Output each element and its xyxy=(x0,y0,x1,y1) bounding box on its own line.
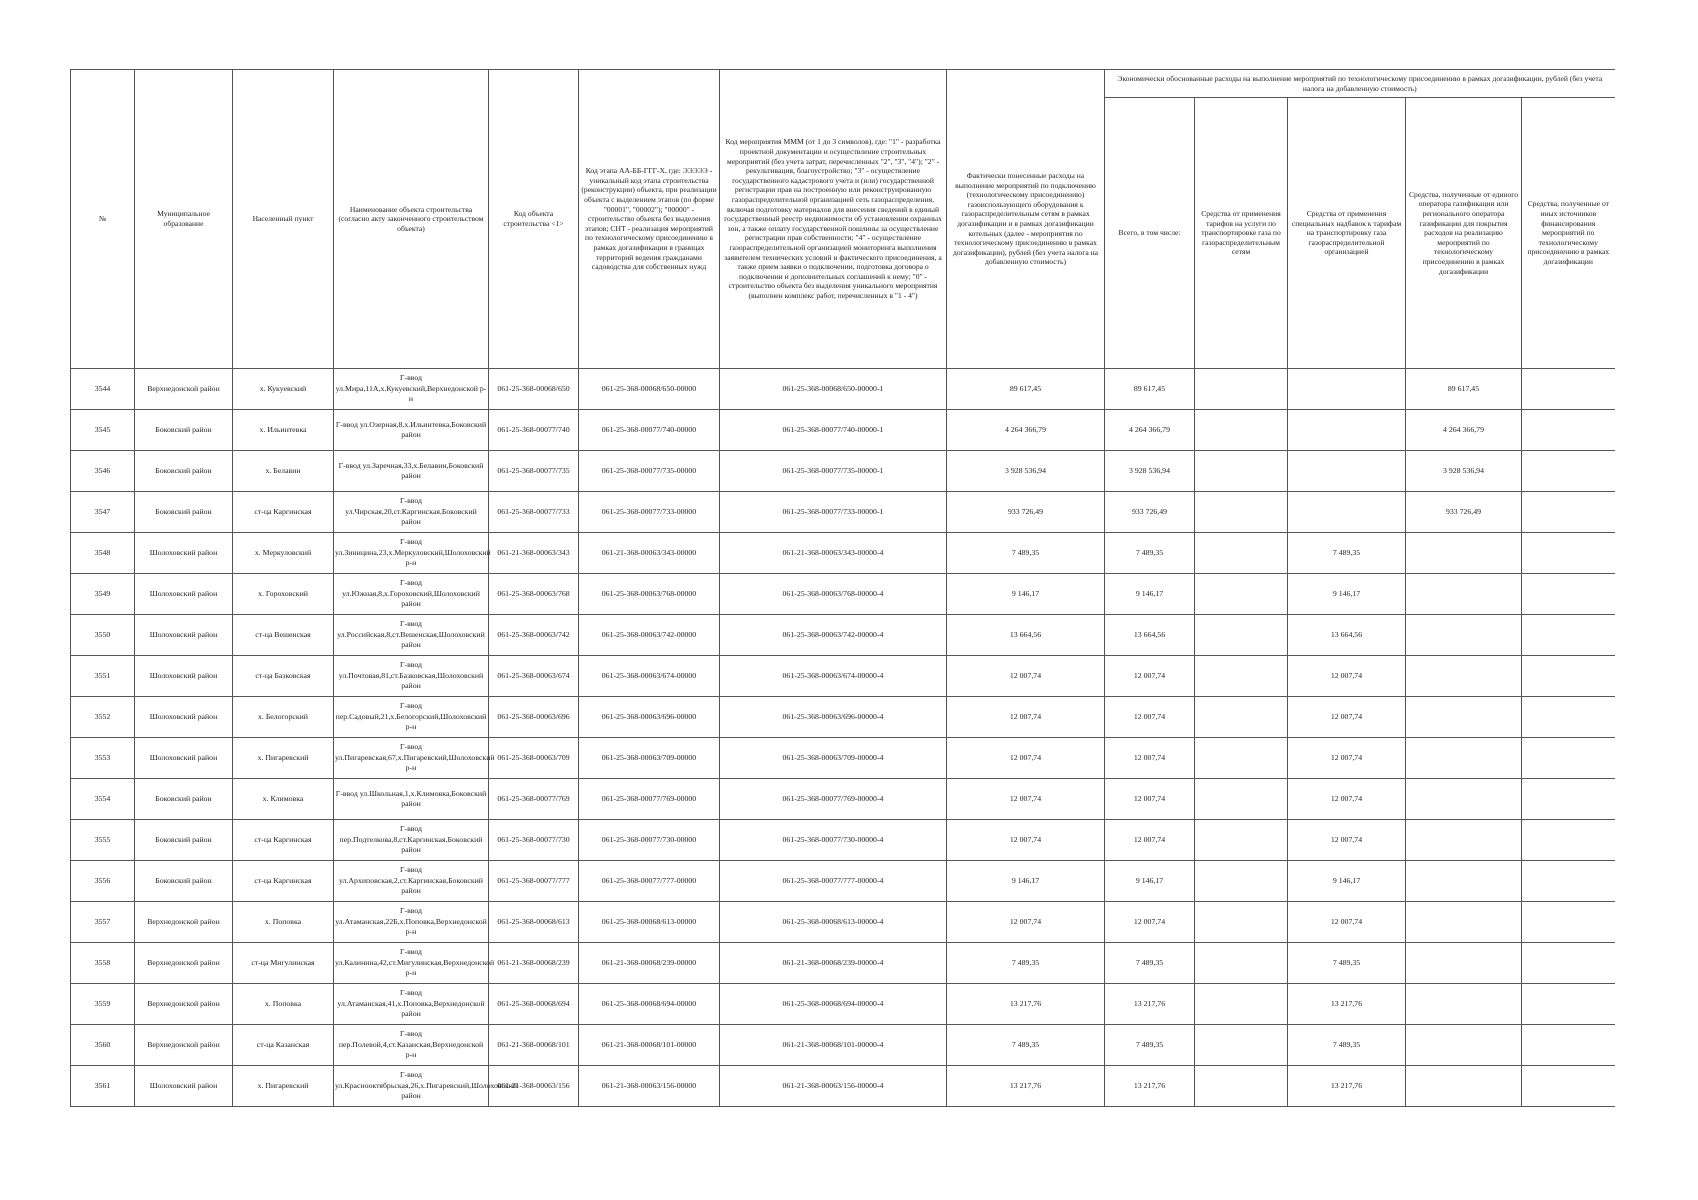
cell-event-code: 061-21-368-00063/343-00000-4 xyxy=(720,533,947,574)
cell-object-code: 061-25-368-00063/768 xyxy=(489,574,579,615)
cell-markup: 13 217,76 xyxy=(1288,984,1406,1025)
cell-stage-code: 061-25-368-00063/768-00000 xyxy=(579,574,720,615)
cell-tariff xyxy=(1195,574,1288,615)
header-object-code: Код объекта строительства <1> xyxy=(489,70,579,369)
cell-municipality: Верхнедонской район xyxy=(135,984,233,1025)
cell-other xyxy=(1522,451,1615,492)
header-markup: Средства от применения специальных надбавок к тарифам на транспортировку газа газораспределительной организацией xyxy=(1288,98,1406,369)
cell-operator: 4 264 366,79 xyxy=(1406,410,1522,451)
cell-no: 3557 xyxy=(71,902,135,943)
cell-object-code: 061-25-368-00063/742 xyxy=(489,615,579,656)
cell-other xyxy=(1522,902,1615,943)
cell-markup: 7 489,35 xyxy=(1288,1025,1406,1066)
cell-object-name: Г-ввод ул.Атаманская,41,х.Поповка,Верхнедонской район xyxy=(334,984,489,1025)
cell-settlement: ст-ца Базковская xyxy=(233,656,334,697)
cell-stage-code: 061-25-368-00077/730-00000 xyxy=(579,820,720,861)
cell-object-code: 061-25-368-00077/735 xyxy=(489,451,579,492)
cell-event-code: 061-21-368-00068/101-00000-4 xyxy=(720,1025,947,1066)
cell-no: 3558 xyxy=(71,943,135,984)
cell-other xyxy=(1522,861,1615,902)
table-row xyxy=(71,451,1615,492)
cell-settlement: х. Поповка xyxy=(233,902,334,943)
cell-markup: 9 146,17 xyxy=(1288,861,1406,902)
cell-settlement: х. Поповка xyxy=(233,984,334,1025)
cell-total: 89 617,45 xyxy=(1105,369,1195,410)
cell-stage-code: 061-25-368-00068/694-00000 xyxy=(579,984,720,1025)
table-row xyxy=(71,656,1615,697)
cell-tariff xyxy=(1195,738,1288,779)
cell-object-code: 061-25-368-00077/733 xyxy=(489,492,579,533)
cell-actual-costs: 7 489,35 xyxy=(947,1025,1105,1066)
cell-settlement: ст-ца Каргинская xyxy=(233,492,334,533)
cell-settlement: х. Меркуловский xyxy=(233,533,334,574)
cell-stage-code: 061-25-368-00063/742-00000 xyxy=(579,615,720,656)
cell-event-code: 061-25-368-00077/733-00000-1 xyxy=(720,492,947,533)
cell-actual-costs: 7 489,35 xyxy=(947,943,1105,984)
cell-no: 3544 xyxy=(71,369,135,410)
cell-markup: 12 007,74 xyxy=(1288,738,1406,779)
cell-operator: 933 726,49 xyxy=(1406,492,1522,533)
cell-municipality: Боковский район xyxy=(135,820,233,861)
cell-no: 3551 xyxy=(71,656,135,697)
cell-object-code: 061-25-368-00077/769 xyxy=(489,779,579,820)
cell-event-code: 061-21-368-00063/156-00000-4 xyxy=(720,1066,947,1107)
cell-actual-costs: 12 007,74 xyxy=(947,779,1105,820)
cell-no: 3553 xyxy=(71,738,135,779)
cell-municipality: Верхнедонской район xyxy=(135,902,233,943)
cell-total: 9 146,17 xyxy=(1105,574,1195,615)
cell-municipality: Шолоховский район xyxy=(135,574,233,615)
cell-actual-costs: 12 007,74 xyxy=(947,902,1105,943)
cell-tariff xyxy=(1195,615,1288,656)
cell-stage-code: 061-21-368-00063/156-00000 xyxy=(579,1066,720,1107)
cell-stage-code: 061-25-368-00077/740-00000 xyxy=(579,410,720,451)
cell-municipality: Боковский район xyxy=(135,861,233,902)
cell-stage-code: 061-21-368-00068/101-00000 xyxy=(579,1025,720,1066)
header-actual-costs: Фактически понесенные расходы на выполнение мероприятий по подключению (технологическому присоединению) газоиспользующего оборудования к газораспределительным сетям в рамках догазификации и в рамках догазификации котельных (далее - мероприятия по технологическому присоединению в рамках догазификации), рублей (без учета налога на добавленную стоимость) xyxy=(947,70,1105,369)
header-stage-code: Код этапа АА-ББ-ГГГ-Х, где: ЭЭЭЭЭ - уникальный код этапа строительства (реконструкции) объекта, при реализации объекта с выделением этапов (по форме "00001", "00002"); "00000" - строительство объекта без выделения этапов; СНТ - реализация мероприятий по технологическому присоединению в рамках догазификации в границах территорий ведения гражданами садоводства для собственных нужд xyxy=(579,70,720,369)
cell-total: 13 664,56 xyxy=(1105,615,1195,656)
cell-object-name: Г-ввод ул.Заречная,33,х.Белавин,Боковский район xyxy=(334,451,489,492)
table-row xyxy=(71,492,1615,533)
cell-object-code: 061-25-368-00077/740 xyxy=(489,410,579,451)
cell-object-name: Г-ввод ул.Мира,11А,х.Кукуевский,Верхнедонской р-н xyxy=(334,369,489,410)
cell-operator xyxy=(1406,574,1522,615)
cell-actual-costs: 12 007,74 xyxy=(947,738,1105,779)
table-row xyxy=(71,574,1615,615)
cell-no: 3546 xyxy=(71,451,135,492)
cell-settlement: х. Ильинтевка xyxy=(233,410,334,451)
cell-total: 7 489,35 xyxy=(1105,533,1195,574)
cell-municipality: Боковский район xyxy=(135,410,233,451)
cell-markup: 13 664,56 xyxy=(1288,615,1406,656)
cell-settlement: х. Белавин xyxy=(233,451,334,492)
data-table xyxy=(70,69,1615,1107)
cell-operator xyxy=(1406,615,1522,656)
cell-markup: 12 007,74 xyxy=(1288,656,1406,697)
cell-event-code: 061-25-368-00077/730-00000-4 xyxy=(720,820,947,861)
cell-stage-code: 061-25-368-00077/777-00000 xyxy=(579,861,720,902)
cell-municipality: Шолоховский район xyxy=(135,738,233,779)
cell-other xyxy=(1522,1025,1615,1066)
cell-stage-code: 061-25-368-00077/769-00000 xyxy=(579,779,720,820)
cell-object-name: Г-ввод ул.Озерная,8,х.Ильинтевка,Боковский район xyxy=(334,410,489,451)
cell-total: 12 007,74 xyxy=(1105,820,1195,861)
cell-operator xyxy=(1406,1066,1522,1107)
cell-object-name: Г-ввод ул.Калинина,42,ст.Мигулинская,Верхнедонской р-н xyxy=(334,943,489,984)
cell-actual-costs: 4 264 366,79 xyxy=(947,410,1105,451)
cell-actual-costs: 933 726,49 xyxy=(947,492,1105,533)
cell-settlement: ст-ца Мигулинская xyxy=(233,943,334,984)
cell-actual-costs: 12 007,74 xyxy=(947,656,1105,697)
header-object-name: Наименование объекта строительства (согласно акту законченного строительством объекта) xyxy=(334,70,489,369)
cell-stage-code: 061-25-368-00077/733-00000 xyxy=(579,492,720,533)
cell-municipality: Верхнедонской район xyxy=(135,369,233,410)
cell-object-name: Г-ввод ул.Архиповская,2,ст.Каргинская,Боковский район xyxy=(334,861,489,902)
cell-actual-costs: 9 146,17 xyxy=(947,574,1105,615)
cell-settlement: ст-ца Вешенская xyxy=(233,615,334,656)
cell-markup xyxy=(1288,451,1406,492)
cell-event-code: 061-25-368-00068/650-00000-1 xyxy=(720,369,947,410)
cell-other xyxy=(1522,615,1615,656)
cell-actual-costs: 13 664,56 xyxy=(947,615,1105,656)
cell-municipality: Верхнедонской район xyxy=(135,1025,233,1066)
cell-tariff xyxy=(1195,492,1288,533)
cell-municipality: Шолоховский район xyxy=(135,533,233,574)
table-row xyxy=(71,369,1615,410)
cell-event-code: 061-25-368-00077/740-00000-1 xyxy=(720,410,947,451)
cell-other xyxy=(1522,984,1615,1025)
table-row xyxy=(71,984,1615,1025)
cell-event-code: 061-25-368-00068/613-00000-4 xyxy=(720,902,947,943)
table-row xyxy=(71,779,1615,820)
cell-markup xyxy=(1288,369,1406,410)
cell-tariff xyxy=(1195,902,1288,943)
cell-total: 12 007,74 xyxy=(1105,697,1195,738)
cell-event-code: 061-25-368-00063/742-00000-4 xyxy=(720,615,947,656)
cell-tariff xyxy=(1195,984,1288,1025)
cell-no: 3547 xyxy=(71,492,135,533)
cell-operator xyxy=(1406,861,1522,902)
cell-municipality: Боковский район xyxy=(135,451,233,492)
table-header xyxy=(71,70,1615,369)
cell-object-name: Г-ввод ул.Зиницина,23,х.Меркуловский,Шолоховский р-н xyxy=(334,533,489,574)
cell-tariff xyxy=(1195,1066,1288,1107)
cell-object-code: 061-25-368-00063/674 xyxy=(489,656,579,697)
cell-tariff xyxy=(1195,1025,1288,1066)
cell-total: 13 217,76 xyxy=(1105,1066,1195,1107)
cell-object-code: 061-25-368-00068/613 xyxy=(489,902,579,943)
cell-stage-code: 061-25-368-00077/735-00000 xyxy=(579,451,720,492)
cell-object-code: 061-21-368-00063/156 xyxy=(489,1066,579,1107)
cell-object-code: 061-25-368-00077/730 xyxy=(489,820,579,861)
cell-other xyxy=(1522,697,1615,738)
header-other: Средства, полученные от иных источников финансирования мероприятий по технологическому присоединению в рамках догазификации xyxy=(1522,98,1615,369)
cell-actual-costs: 12 007,74 xyxy=(947,820,1105,861)
cell-actual-costs: 12 007,74 xyxy=(947,697,1105,738)
cell-actual-costs: 13 217,76 xyxy=(947,984,1105,1025)
cell-other xyxy=(1522,779,1615,820)
cell-object-code: 061-25-368-00063/709 xyxy=(489,738,579,779)
cell-object-name: Г-ввод пер.Подтелкова,8,ст.Каргинская,Боковский район xyxy=(334,820,489,861)
cell-total: 12 007,74 xyxy=(1105,738,1195,779)
table-row xyxy=(71,410,1615,451)
cell-other xyxy=(1522,656,1615,697)
cell-no: 3548 xyxy=(71,533,135,574)
cell-stage-code: 061-25-368-00063/674-00000 xyxy=(579,656,720,697)
table-row xyxy=(71,697,1615,738)
cell-total: 3 928 536,94 xyxy=(1105,451,1195,492)
cell-tariff xyxy=(1195,369,1288,410)
cell-no: 3561 xyxy=(71,1066,135,1107)
cell-object-name: Г-ввод ул.Чирская,20,ст.Каргинская,Боковский район xyxy=(334,492,489,533)
cell-no: 3559 xyxy=(71,984,135,1025)
cell-tariff xyxy=(1195,820,1288,861)
cell-settlement: х. Белогорский xyxy=(233,697,334,738)
cell-object-code: 061-21-368-00068/239 xyxy=(489,943,579,984)
cell-municipality: Боковский район xyxy=(135,779,233,820)
cell-object-name: Г-ввод ул.Краснооктябрьская,26,х.Пигаревский,Шолоховский район xyxy=(334,1066,489,1107)
cell-actual-costs: 9 146,17 xyxy=(947,861,1105,902)
table-row xyxy=(71,533,1615,574)
cell-other xyxy=(1522,1066,1615,1107)
cell-markup xyxy=(1288,410,1406,451)
cell-event-code: 061-21-368-00068/239-00000-4 xyxy=(720,943,947,984)
cell-object-code: 061-21-368-00068/101 xyxy=(489,1025,579,1066)
cell-other xyxy=(1522,533,1615,574)
cell-settlement: х. Пигаревский xyxy=(233,738,334,779)
cell-markup: 9 146,17 xyxy=(1288,574,1406,615)
cell-total: 12 007,74 xyxy=(1105,779,1195,820)
cell-object-name: Г-ввод пер.Полевой,4,ст.Казанская,Верхнедонской р-н xyxy=(334,1025,489,1066)
cell-no: 3555 xyxy=(71,820,135,861)
header-operator: Средства, полученные от единого оператора газификации или регионального оператора газификации для покрытия расходов на реализацию мероприятий по технологическому присоединению в рамках догазификации xyxy=(1406,98,1522,369)
cell-object-name: Г-ввод ул.Школьная,1,х.Климовка,Боковский район xyxy=(334,779,489,820)
cell-tariff xyxy=(1195,410,1288,451)
cell-other xyxy=(1522,738,1615,779)
cell-tariff xyxy=(1195,943,1288,984)
header-tariff: Средства от применения тарифов на услуги по транспортировке газа по газораспределительным сетям xyxy=(1195,98,1288,369)
cell-total: 933 726,49 xyxy=(1105,492,1195,533)
cell-municipality: Верхнедонской район xyxy=(135,943,233,984)
cell-event-code: 061-25-368-00077/777-00000-4 xyxy=(720,861,947,902)
cell-object-code: 061-25-368-00068/694 xyxy=(489,984,579,1025)
cell-object-code: 061-25-368-00063/696 xyxy=(489,697,579,738)
cell-total: 9 146,17 xyxy=(1105,861,1195,902)
cell-other xyxy=(1522,820,1615,861)
table-row xyxy=(71,820,1615,861)
cell-municipality: Шолоховский район xyxy=(135,1066,233,1107)
cell-operator xyxy=(1406,697,1522,738)
cell-operator: 89 617,45 xyxy=(1406,369,1522,410)
cell-operator xyxy=(1406,656,1522,697)
cell-event-code: 061-25-368-00077/769-00000-4 xyxy=(720,779,947,820)
cell-tariff xyxy=(1195,656,1288,697)
cell-tariff xyxy=(1195,533,1288,574)
cell-settlement: ст-ца Казанская xyxy=(233,1025,334,1066)
cell-markup: 7 489,35 xyxy=(1288,943,1406,984)
header-group-justified-costs: Экономически обоснованные расходы на выполнение мероприятий по технологическому присоединению в рамках догазификации, рублей (без учета налога на добавленную стоимость) xyxy=(1105,70,1615,98)
cell-object-name: Г-ввод пер.Садовый,21,х.Белогорский,Шолоховский р-н xyxy=(334,697,489,738)
header-total: Всего, в том числе: xyxy=(1105,98,1195,369)
cell-operator xyxy=(1406,1025,1522,1066)
cell-stage-code: 061-25-368-00068/613-00000 xyxy=(579,902,720,943)
table-row xyxy=(71,1066,1615,1107)
cell-operator xyxy=(1406,779,1522,820)
cell-markup: 7 489,35 xyxy=(1288,533,1406,574)
cell-municipality: Шолоховский район xyxy=(135,615,233,656)
cell-total: 7 489,35 xyxy=(1105,943,1195,984)
cell-settlement: ст-ца Каргинская xyxy=(233,861,334,902)
cell-event-code: 061-25-368-00063/674-00000-4 xyxy=(720,656,947,697)
cell-event-code: 061-25-368-00063/768-00000-4 xyxy=(720,574,947,615)
cell-settlement: х. Кукуевский xyxy=(233,369,334,410)
cell-markup: 12 007,74 xyxy=(1288,902,1406,943)
cell-other xyxy=(1522,943,1615,984)
cell-settlement: ст-ца Каргинская xyxy=(233,820,334,861)
cell-object-code: 061-25-368-00077/777 xyxy=(489,861,579,902)
cell-event-code: 061-25-368-00077/735-00000-1 xyxy=(720,451,947,492)
cell-object-name: Г-ввод ул.Пигаревская,67,х.Пигаревский,Шолоховский р-н xyxy=(334,738,489,779)
cell-event-code: 061-25-368-00063/709-00000-4 xyxy=(720,738,947,779)
cell-object-code: 061-21-368-00063/343 xyxy=(489,533,579,574)
cell-other xyxy=(1522,574,1615,615)
cell-stage-code: 061-21-368-00063/343-00000 xyxy=(579,533,720,574)
cell-tariff xyxy=(1195,779,1288,820)
header-no: № xyxy=(71,70,135,369)
cell-no: 3550 xyxy=(71,615,135,656)
table-body xyxy=(71,369,1615,1107)
cell-no: 3554 xyxy=(71,779,135,820)
cell-no: 3545 xyxy=(71,410,135,451)
table-row xyxy=(71,861,1615,902)
cell-operator xyxy=(1406,820,1522,861)
cell-tariff xyxy=(1195,451,1288,492)
cell-municipality: Шолоховский район xyxy=(135,697,233,738)
cell-object-name: Г-ввод ул.Почтовая,81,ст.Базковская,Шолоховский район xyxy=(334,656,489,697)
cell-total: 4 264 366,79 xyxy=(1105,410,1195,451)
cell-settlement: х. Пигаревский xyxy=(233,1066,334,1107)
cell-no: 3556 xyxy=(71,861,135,902)
cell-operator xyxy=(1406,533,1522,574)
cell-operator xyxy=(1406,943,1522,984)
cell-event-code: 061-25-368-00063/696-00000-4 xyxy=(720,697,947,738)
cell-total: 12 007,74 xyxy=(1105,656,1195,697)
cell-markup: 12 007,74 xyxy=(1288,779,1406,820)
cell-actual-costs: 3 928 536,94 xyxy=(947,451,1105,492)
header-municipality: Муниципальное образование xyxy=(135,70,233,369)
cell-total: 12 007,74 xyxy=(1105,902,1195,943)
cell-markup: 13 217,76 xyxy=(1288,1066,1406,1107)
cell-other xyxy=(1522,369,1615,410)
cell-no: 3552 xyxy=(71,697,135,738)
cell-municipality: Боковский район xyxy=(135,492,233,533)
cell-object-name: Г-ввод ул.Южная,8,х.Гороховский,Шолоховский район xyxy=(334,574,489,615)
cell-no: 3549 xyxy=(71,574,135,615)
cell-municipality: Шолоховский район xyxy=(135,656,233,697)
cell-markup xyxy=(1288,492,1406,533)
cell-object-code: 061-25-368-00068/650 xyxy=(489,369,579,410)
cell-event-code: 061-25-368-00068/694-00000-4 xyxy=(720,984,947,1025)
header-settlement: Населенный пункт xyxy=(233,70,334,369)
cell-object-name: Г-ввод ул.Российская,8,ст.Вешенская,Шолоховский район xyxy=(334,615,489,656)
table-row xyxy=(71,902,1615,943)
table-row xyxy=(71,738,1615,779)
cell-other xyxy=(1522,410,1615,451)
table-row xyxy=(71,615,1615,656)
cell-stage-code: 061-25-368-00063/696-00000 xyxy=(579,697,720,738)
cell-actual-costs: 89 617,45 xyxy=(947,369,1105,410)
cell-operator xyxy=(1406,984,1522,1025)
cell-no: 3560 xyxy=(71,1025,135,1066)
cell-settlement: х. Климовка xyxy=(233,779,334,820)
cell-settlement: х. Гороховский xyxy=(233,574,334,615)
cell-tariff xyxy=(1195,861,1288,902)
cell-operator: 3 928 536,94 xyxy=(1406,451,1522,492)
cell-object-name: Г-ввод ул.Атаманская,22Б,х.Поповка,Верхнедонской р-н xyxy=(334,902,489,943)
cell-other xyxy=(1522,492,1615,533)
cell-stage-code: 061-21-368-00068/239-00000 xyxy=(579,943,720,984)
cell-stage-code: 061-25-368-00063/709-00000 xyxy=(579,738,720,779)
table-row xyxy=(71,943,1615,984)
cell-markup: 12 007,74 xyxy=(1288,820,1406,861)
cell-actual-costs: 13 217,76 xyxy=(947,1066,1105,1107)
cell-actual-costs: 7 489,35 xyxy=(947,533,1105,574)
cell-operator xyxy=(1406,902,1522,943)
cell-total: 13 217,76 xyxy=(1105,984,1195,1025)
cell-stage-code: 061-25-368-00068/650-00000 xyxy=(579,369,720,410)
cell-total: 7 489,35 xyxy=(1105,1025,1195,1066)
table-row xyxy=(71,1025,1615,1066)
cell-operator xyxy=(1406,738,1522,779)
cell-markup: 12 007,74 xyxy=(1288,697,1406,738)
header-event-code: Код мероприятия МММ (от 1 до 3 символов), где: "1" - разработка проектной документации и осуществление строительных мероприятий (без учета затрат, перечисленных "2", "3", "4"); "2" - рекультивация, благоустройство; "3" - осуществление государственного кадастрового учета и (или) государственной регистрации прав на построенную или реконструированную газораспределительной организацией сеть газораспределения, включая подготовку материалов для внесения сведений в единый государственный реестр недвижимости об установлении охранных зон, а также оплату государственной пошлины за осуществление регистрации прав собственности; "4" - осуществление газораспределительной организацией мониторинга выполнения заявителем технических условий и фактического присоединения, а также прием заявки о подключении, подготовка договора о подключении и дополнительных соглашений к нему; "0" - строительство объекта без выделения уникального мероприятия (выполнен комплекс работ, перечисленных в "1 - 4") xyxy=(720,70,947,369)
cell-tariff xyxy=(1195,697,1288,738)
